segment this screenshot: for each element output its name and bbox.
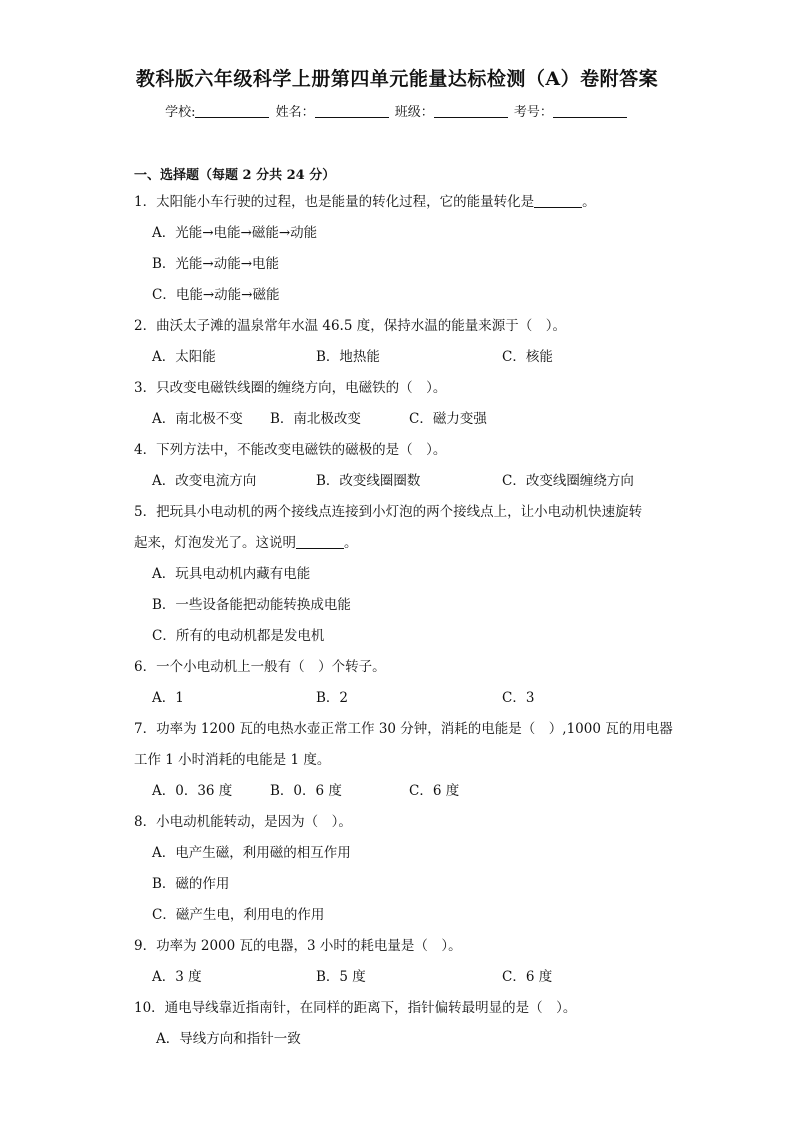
option-a[interactable]: A．0．36 度: [152, 783, 233, 799]
name-label: 姓名：: [275, 105, 315, 120]
question-8-stem: 8．小电动机能转动，是因为（ ）。: [134, 814, 352, 830]
question-4-stem: 4．下列方法中，不能改变电磁铁的磁极的是（ ）。: [134, 442, 447, 458]
option-row: [134, 345, 674, 376]
question-10-stem: 10．通电导线靠近指南针，在同样的距离下，指针偏转最明显的是（ ）。: [134, 1000, 577, 1016]
question-5-end: 。: [344, 535, 358, 551]
question-5-text: 起来，灯泡发光了。这说明: [134, 535, 296, 551]
option-c[interactable]: C．3: [502, 690, 535, 706]
question-9-stem: 9．功率为 2000 瓦的电器，3 小时的耗电量是（ ）。: [134, 938, 462, 954]
name-blank[interactable]: [315, 103, 389, 118]
question-7-stem: 7．功率为 1200 瓦的电热水壶正常工作 30 分钟，消耗的电能是（ ）,1000 瓦的用电器: [134, 721, 673, 737]
question-6-stem: 6．一个小电动机上一般有（ ）个转子。: [134, 659, 386, 675]
option-c[interactable]: C．所有的电动机都是发电机: [152, 628, 325, 644]
answer-blank[interactable]: [534, 193, 582, 208]
option-row: [134, 593, 674, 624]
option-row: [134, 624, 674, 655]
student-info-line: [0, 101, 794, 120]
question-1-text: 1．太阳能小车行驶的过程，也是能量的转化过程，它的能量转化是: [134, 194, 535, 210]
option-c[interactable]: C．磁产生电，利用电的作用: [152, 907, 325, 923]
option-row: [134, 779, 674, 810]
question-1-end: 。: [582, 194, 596, 210]
option-b[interactable]: B．0．6 度: [270, 783, 342, 799]
option-row: [134, 965, 674, 996]
option-c[interactable]: C．电能→动能→磁能: [152, 287, 280, 303]
option-b[interactable]: B．一些设备能把动能转换成电能: [152, 597, 351, 613]
option-row: [134, 252, 674, 283]
option-a[interactable]: A．太阳能: [152, 349, 216, 365]
option-row: [134, 903, 674, 934]
page-title: 教科版六年级科学上册第四单元能量达标检测（A）卷附答案: [135, 68, 659, 90]
section-heading: 一、选择题（每题 2 分共 24 分）: [134, 168, 336, 183]
school-label: 学校:: [165, 105, 196, 120]
option-b[interactable]: B．南北极改变: [270, 411, 361, 427]
option-c[interactable]: C．改变线圈缠绕方向: [502, 473, 634, 489]
option-b[interactable]: B．磁的作用: [152, 876, 230, 892]
number-blank[interactable]: [553, 103, 627, 118]
question-1-stem: [134, 190, 674, 221]
option-c[interactable]: C．磁力变强: [409, 411, 487, 427]
class-label: 班级：: [394, 105, 434, 120]
option-a[interactable]: A．光能→电能→磁能→动能: [152, 225, 318, 241]
class-blank[interactable]: [434, 103, 508, 118]
option-row: [134, 407, 674, 438]
option-a[interactable]: A．改变电流方向: [152, 473, 257, 489]
option-b[interactable]: B．光能→动能→电能: [152, 256, 280, 272]
option-b[interactable]: B．地热能: [316, 349, 380, 365]
option-b[interactable]: B．2: [316, 690, 349, 706]
question-5-stem: 5．把玩具小电动机的两个接线点连接到小灯泡的两个接线点上，让小电动机快速旋转: [134, 504, 643, 520]
option-row: [134, 686, 674, 717]
option-row: [134, 469, 674, 500]
question-5-stem-cont: [134, 531, 674, 562]
option-row: [134, 841, 674, 872]
question-7-stem-cont: 工作 1 小时消耗的电能是 1 度。: [134, 752, 331, 768]
option-row: [134, 872, 674, 903]
question-3-stem: 3．只改变电磁铁线圈的缠绕方向，电磁铁的（ ）。: [134, 380, 447, 396]
option-a[interactable]: A．电产生磁，利用磁的相互作用: [152, 845, 351, 861]
option-c[interactable]: C．6 度: [502, 969, 553, 985]
option-b[interactable]: B．5 度: [316, 969, 366, 985]
option-row: [134, 562, 674, 593]
question-2-stem: 2．曲沃太子滩的温泉常年水温 46.5 度，保持水温的能量来源于（ ）。: [134, 318, 566, 334]
option-c[interactable]: C．核能: [502, 349, 553, 365]
option-a[interactable]: A．导线方向和指针一致: [156, 1031, 301, 1047]
option-row: [134, 1027, 674, 1058]
answer-blank[interactable]: [296, 534, 344, 549]
option-b[interactable]: B．改变线圈圈数: [316, 473, 421, 489]
option-a[interactable]: A．玩具电动机内藏有电能: [152, 566, 311, 582]
option-row: [134, 221, 674, 252]
option-a[interactable]: A．南北极不变: [152, 411, 243, 427]
option-a[interactable]: A．1: [152, 690, 184, 706]
school-blank[interactable]: [195, 103, 269, 118]
question-list: [134, 190, 674, 1058]
option-a[interactable]: A．3 度: [152, 969, 202, 985]
option-c[interactable]: C．6 度: [409, 783, 460, 799]
number-label: 考号：: [513, 105, 553, 120]
option-row: [134, 283, 674, 314]
